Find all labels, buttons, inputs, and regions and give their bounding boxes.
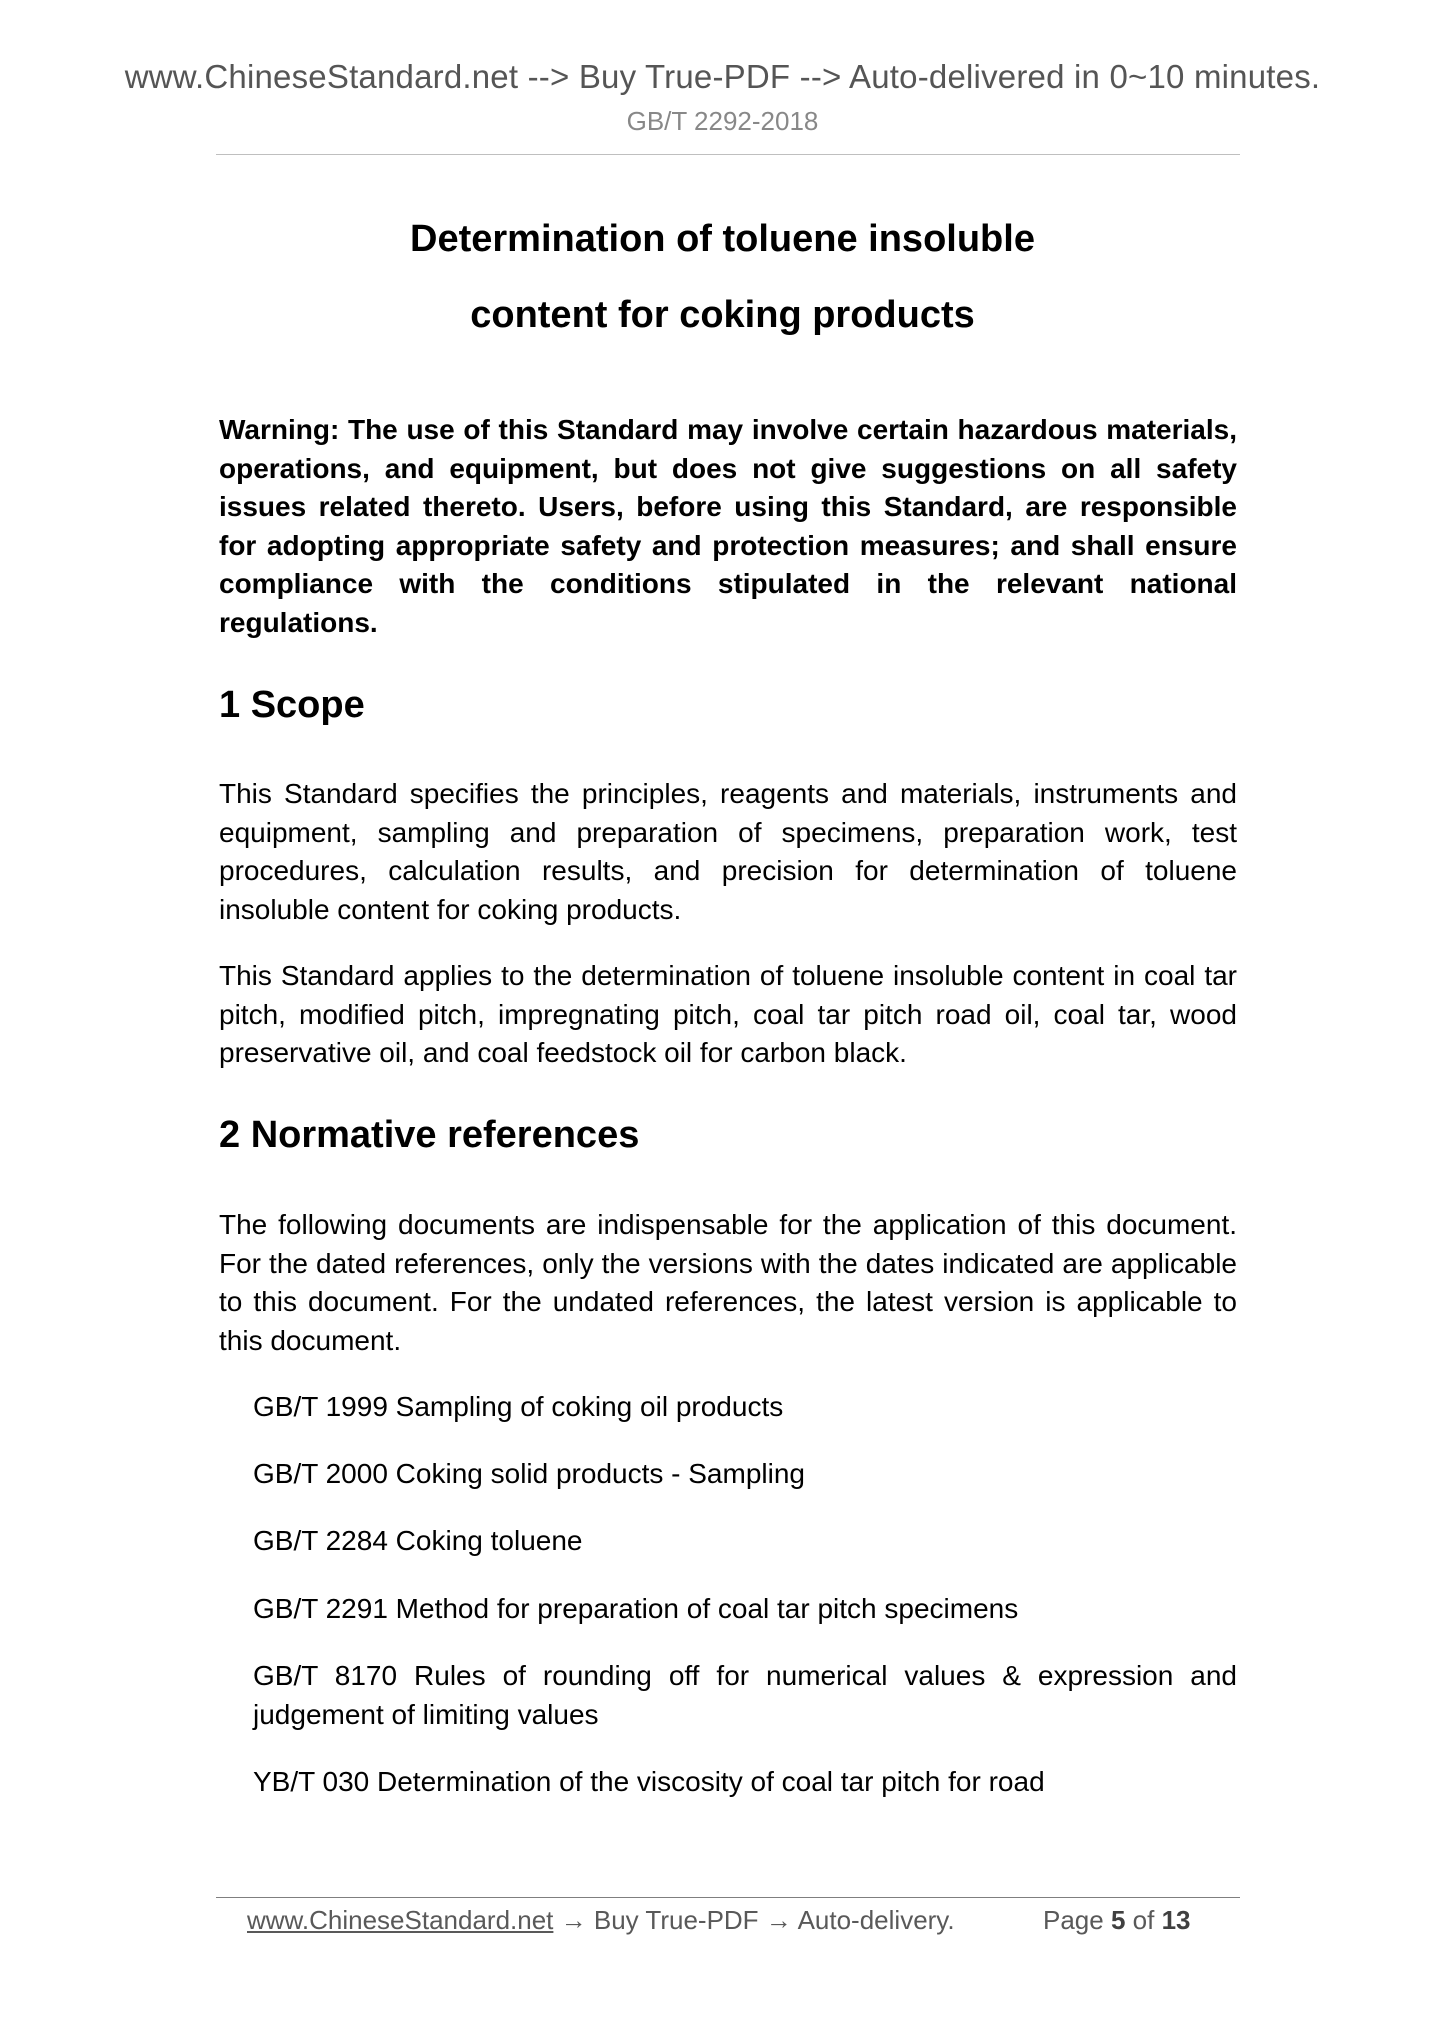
reference-item: GB/T 2284 Coking toluene [253,1525,583,1556]
footer-tagline: → Buy True-PDF → Auto-delivery. [553,1905,955,1935]
document-title-line-2: content for coking products [470,294,975,336]
current-page-number: 5 [1110,1905,1126,1935]
reference-item: GB/T 8170 Rules of rounding off for numerical values & expression and judgement of limiting values [253,1660,1237,1730]
footer-promo [247,1905,955,1936]
of-label: of [1125,1905,1162,1935]
footer-divider [216,1897,1240,1898]
header-divider [216,154,1240,155]
page-indicator [1043,1905,1190,1936]
page-label: Page [1043,1905,1111,1935]
header-banner: www.ChineseStandard.net --> Buy True-PDF --> Auto-delivered in 0~10 minutes. [124,58,1321,95]
reference-item: GB/T 1999 Sampling of coking oil products [253,1391,784,1422]
scope-paragraph-2: This Standard applies to the determination of toluene insoluble content in coal tar pitch, modified pitch, impregnating pitch, coal tar pitch road oil, coal tar, wood preservative oil, and coal feedstock oil for carbon black. [219,960,1237,1068]
reference-item: YB/T 030 Determination of the viscosity of coal tar pitch for road [253,1766,1045,1797]
normative-intro-paragraph: The following documents are indispensable for the application of this document. For the dated references, only the versions with the dates indicated are applicable to this document. For the undated references, the latest version is applicable to this document. [219,1209,1237,1356]
section-heading-normative-references: 2 Normative references [219,1114,640,1156]
document-title-line-1: Determination of toluene insoluble [410,218,1035,260]
section-heading-scope: 1 Scope [219,684,365,726]
scope-paragraph-1: This Standard specifies the principles, reagents and materials, instruments and equipment, sampling and preparation of specimens, preparation work, test procedures, calculation results, and precision for determination of toluene insoluble content for coking products. [219,778,1237,925]
reference-item: GB/T 2291 Method for preparation of coal tar pitch specimens [253,1593,1019,1624]
footer-website-link[interactable]: www.ChineseStandard.net [247,1905,554,1935]
warning-paragraph: Warning: The use of this Standard may involve certain hazardous materials, operations, and equipment, but does not give suggestions on all safety issues related thereto. Users, before using this Standard, are responsible for adopting appropriate safety and protection measures; and shall ensure compliance with the conditions stipulated in the relevant national regulations. [219,414,1237,638]
reference-item: GB/T 2000 Coking solid products - Sampling [253,1458,805,1489]
total-pages-number: 13 [1161,1905,1191,1935]
standard-code: GB/T 2292-2018 [626,106,819,136]
